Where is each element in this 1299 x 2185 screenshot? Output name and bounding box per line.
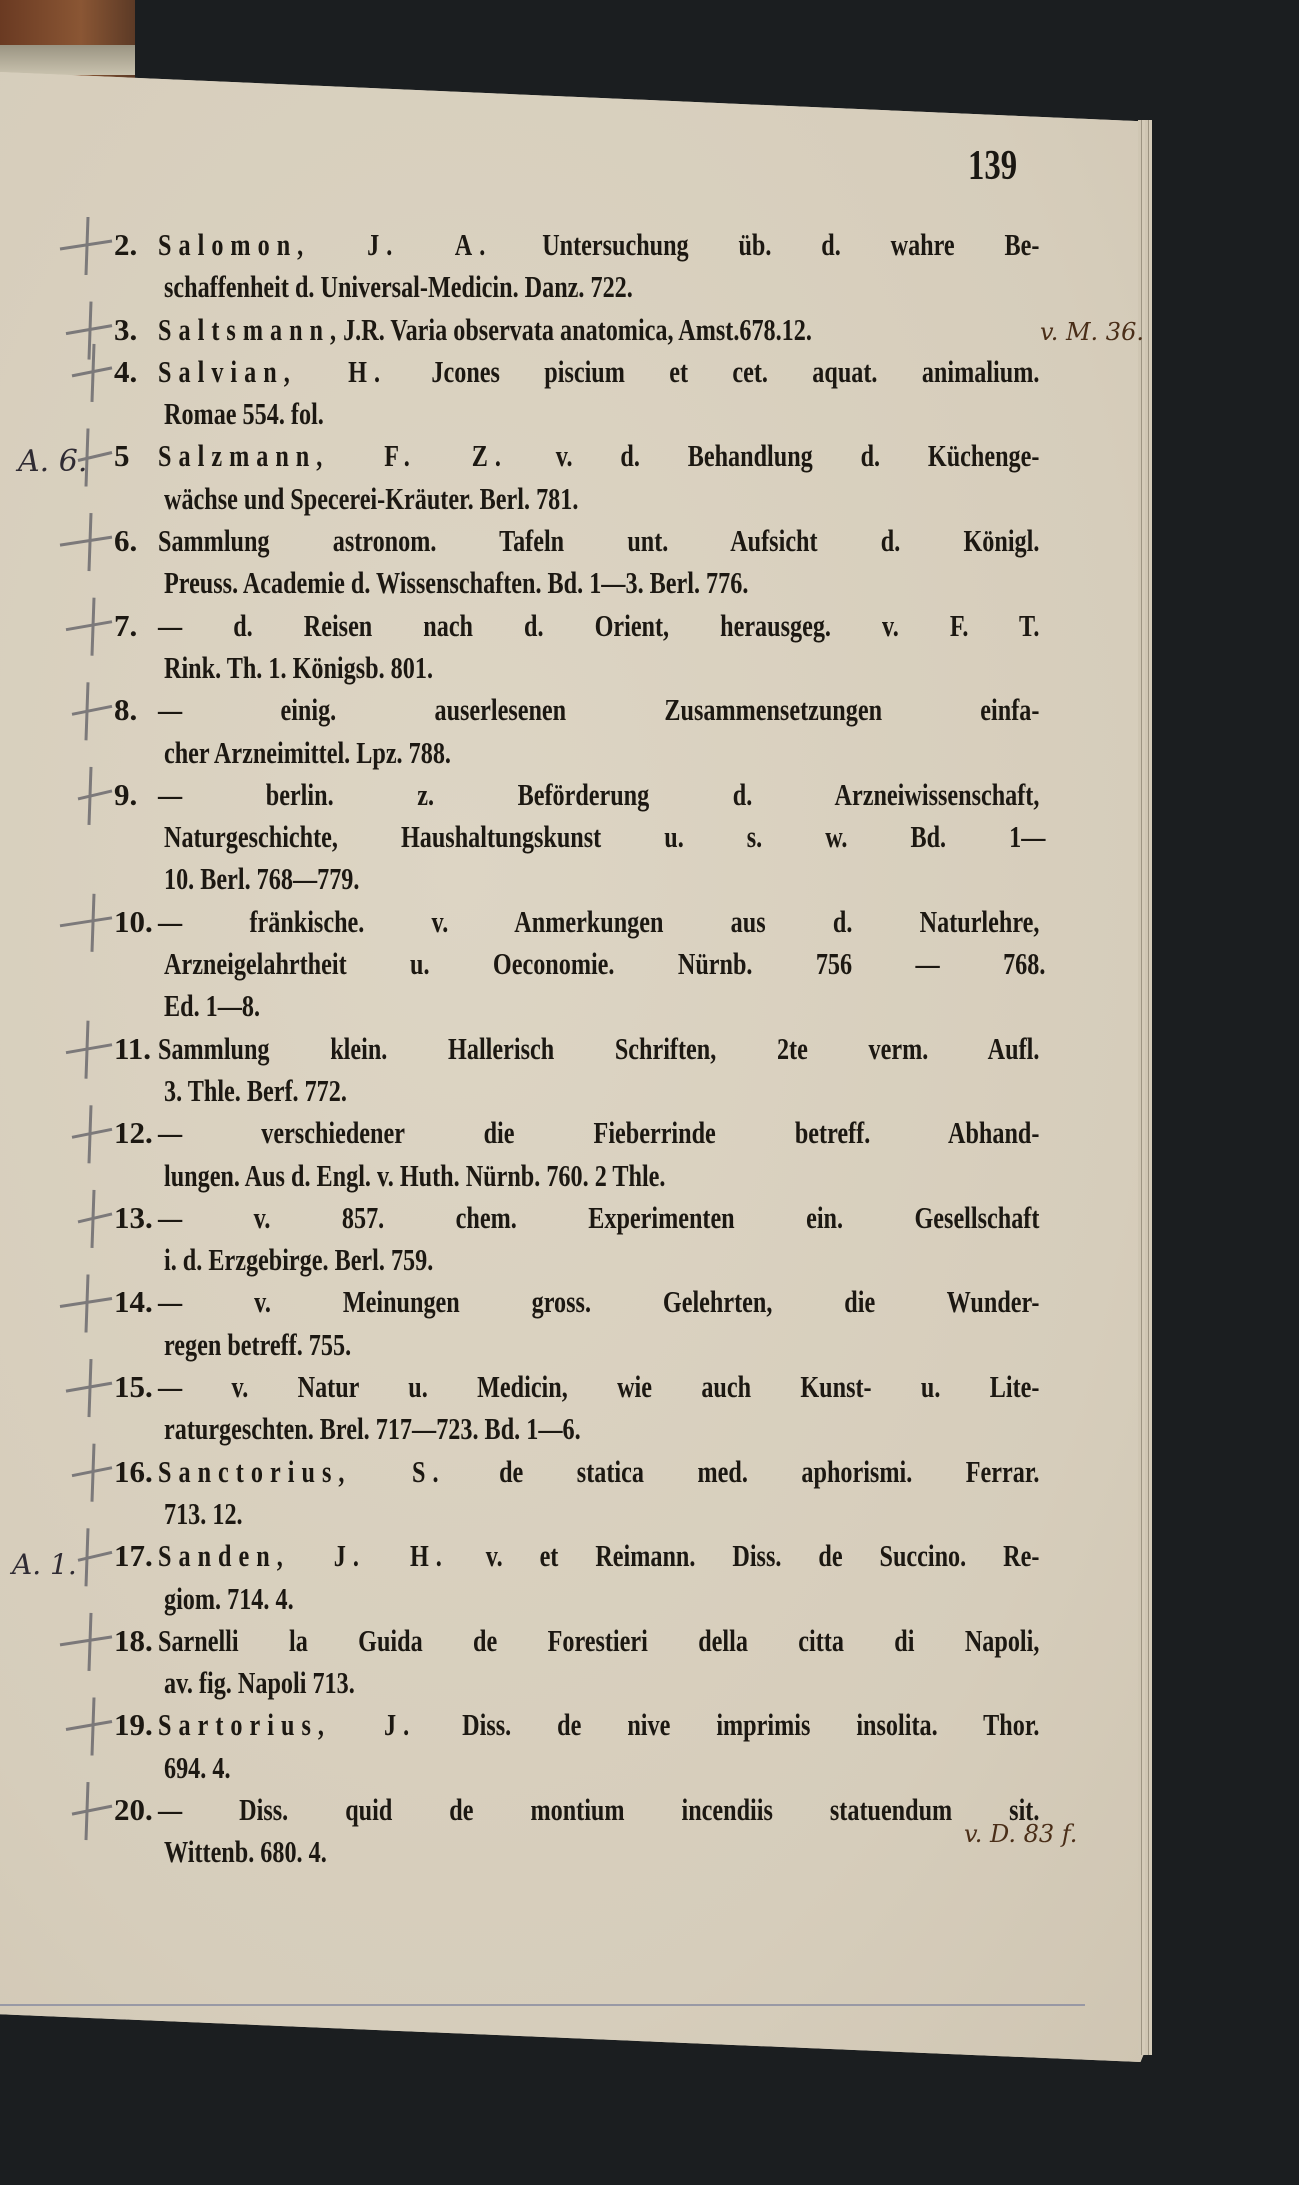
entry-number: 13.: [114, 1199, 153, 1235]
pencil-tick-mark: [72, 682, 112, 740]
pencil-annotation: A. 6.: [18, 444, 88, 479]
author-name: Salzmann, F. Z.: [158, 438, 508, 474]
entry-number: 16.: [114, 1453, 153, 1489]
pencil-tick-mark: [72, 1105, 112, 1163]
entry-text: i. d. Erzgebirge. Berl. 759.: [164, 1242, 434, 1278]
entry-text: Saltsmann,J.R. Varia observata anatomica, Amst.678.12.: [158, 311, 812, 347]
entry-text: — verschiedener die Fieberrinde betreff. Abhand-: [158, 1115, 1040, 1151]
author-name: Salomon, J. A.: [158, 227, 493, 262]
entry-text: — v. Natur u. Medicin, wie auch Kunst- u. Lite-: [158, 1369, 1040, 1405]
entry-text: 3. Thle. Berf. 772.: [164, 1072, 347, 1108]
pencil-tick-mark: [60, 1613, 112, 1671]
entry-text: lungen. Aus d. Engl. v. Huth. Nürnb. 760. 2 Thle.: [164, 1157, 666, 1193]
pencil-tick-mark: [60, 513, 112, 571]
entry-number: 20.: [114, 1791, 153, 1827]
entry-text: Sanctorius, S. de statica med. aphorismi. Ferrar.: [158, 1453, 1040, 1489]
pencil-tick-mark: [66, 598, 112, 656]
entry-text: Salvian, H. Jcones piscium et cet. aquat. animalium.: [158, 353, 1040, 389]
entry-text: — d. Reisen nach d. Orient, herausgeg. v. F. T.: [158, 607, 1040, 643]
entry-text: av. fig. Napoli 713.: [164, 1665, 355, 1701]
entry-text: Rink. Th. 1. Königsb. 801.: [164, 649, 434, 685]
author-name: Sartorius, J.: [158, 1707, 417, 1743]
entry-text: regen betreff. 755.: [164, 1326, 352, 1362]
entry-text: Sammlung astronom. Tafeln unt. Aufsicht d. Königl.: [158, 523, 1040, 559]
entry-number: 12.: [114, 1115, 153, 1151]
pencil-cross-marks: [0, 0, 200, 2185]
entry-text: Salzmann, F. Z. v. d. Behandlung d. Küchenge-: [158, 438, 1040, 474]
entry-text: Preuss. Academie d. Wissenschaften. Bd. 1—3. Berl. 776.: [164, 565, 749, 601]
entry-text: Romae 554. fol.: [164, 396, 324, 432]
ink-annotation: v. M. 36.: [1040, 318, 1144, 346]
entry-number: 4.: [114, 353, 138, 389]
entry-text: Sanden, J. H. v. et Reimann. Diss. de Succino. Re-: [158, 1538, 1040, 1574]
entry-number: 7.: [114, 607, 138, 643]
pencil-tick-mark: [72, 344, 112, 402]
entry-text: Sarnelli la Guida de Forestieri della citta di Napoli,: [158, 1622, 1040, 1658]
ink-annotation: v. D. 83 f.: [964, 1820, 1078, 1848]
author-name: Sanctorius, S.: [158, 1453, 446, 1489]
entry-text: giom. 714. 4.: [164, 1580, 294, 1616]
pencil-tick-mark: [66, 1359, 112, 1417]
entry-number: 15.: [114, 1369, 153, 1405]
entry-text: Arzneigelahrtheit u. Oeconomie. Nürnb. 756 — 768.: [164, 946, 1046, 982]
pencil-tick-mark: [66, 1698, 112, 1756]
entry-text: Wittenb. 680. 4.: [164, 1834, 327, 1870]
entry-number: 19.: [114, 1707, 153, 1743]
entry-text: Salomon, J. A. Untersuchung üb. d. wahre Be-: [158, 227, 1040, 262]
pencil-tick-mark: [66, 302, 112, 360]
entry-number: 3.: [114, 311, 138, 347]
entry-text: Naturgeschichte, Haushaltungskunst u. s. w. Bd. 1—: [164, 819, 1046, 855]
entry-text: Sartorius, J. Diss. de nive imprimis insolita. Thor.: [158, 1707, 1040, 1743]
entry-number: 10.: [114, 903, 153, 939]
pencil-tick-mark: [60, 217, 112, 275]
author-name: Saltsmann,: [158, 311, 344, 347]
entry-number: 5: [114, 438, 130, 474]
entry-text: — Diss. quid de montium incendiis statuendum sit.: [158, 1791, 1040, 1827]
pencil-tick-mark: [60, 1275, 112, 1333]
pencil-tick-mark: [78, 1190, 112, 1248]
author-name: Salvian, H.: [158, 353, 388, 389]
entry-number: 14.: [114, 1284, 153, 1320]
pencil-tick-mark: [72, 1782, 112, 1840]
entry-text: Sammlung klein. Hallerisch Schriften, 2te verm. Aufl.: [158, 1030, 1040, 1066]
entry-text: raturgeschten. Brel. 717—723. Bd. 1—6.: [164, 1411, 581, 1447]
author-name: Sanden, J. H.: [158, 1538, 449, 1574]
entry-text: Ed. 1—8.: [164, 988, 261, 1024]
pencil-tick-mark: [60, 894, 112, 952]
pencil-tick-mark: [66, 1021, 112, 1079]
entry-text: schaffenheit d. Universal-Medicin. Danz. 722.: [164, 269, 633, 305]
entry-text: — v. Meinungen gross. Gelehrten, die Wunder-: [158, 1284, 1040, 1320]
entry-text: 694. 4.: [164, 1749, 231, 1785]
entry-number: 8.: [114, 692, 138, 728]
pencil-tick-mark: [78, 1528, 112, 1586]
entry-number: 18.: [114, 1622, 153, 1658]
entry-number: 17.: [114, 1538, 153, 1574]
entry-text: 10. Berl. 768—779.: [164, 861, 360, 897]
entry-text: — v. 857. chem. Experimenten ein. Gesellschaft: [158, 1199, 1040, 1235]
pencil-tick-mark: [78, 429, 112, 487]
page-stack-edge: [1138, 120, 1152, 2055]
entry-text: — fränkische. v. Anmerkungen aus d. Naturlehre,: [158, 903, 1040, 939]
page-number: 139: [968, 143, 1018, 189]
pencil-tick-mark: [72, 1444, 112, 1502]
entry-text: 713. 12.: [164, 1495, 243, 1531]
entry-number: 6.: [114, 523, 138, 559]
pencil-annotation: A. 1.: [12, 1548, 77, 1581]
entry-text: cher Arzneimittel. Lpz. 788.: [164, 734, 451, 770]
entry-number: 11.: [114, 1030, 152, 1066]
entry-text: — einig. auserlesenen Zusammensetzungen einfa-: [158, 692, 1040, 728]
entry-number: 2.: [114, 227, 138, 262]
entry-text: — berlin. z. Beförderung d. Arzneiwissenschaft,: [158, 776, 1040, 812]
pencil-tick-mark: [78, 767, 112, 825]
entry-number: 9.: [114, 776, 138, 812]
entry-text: wächse und Specerei-Kräuter. Berl. 781.: [164, 480, 579, 516]
